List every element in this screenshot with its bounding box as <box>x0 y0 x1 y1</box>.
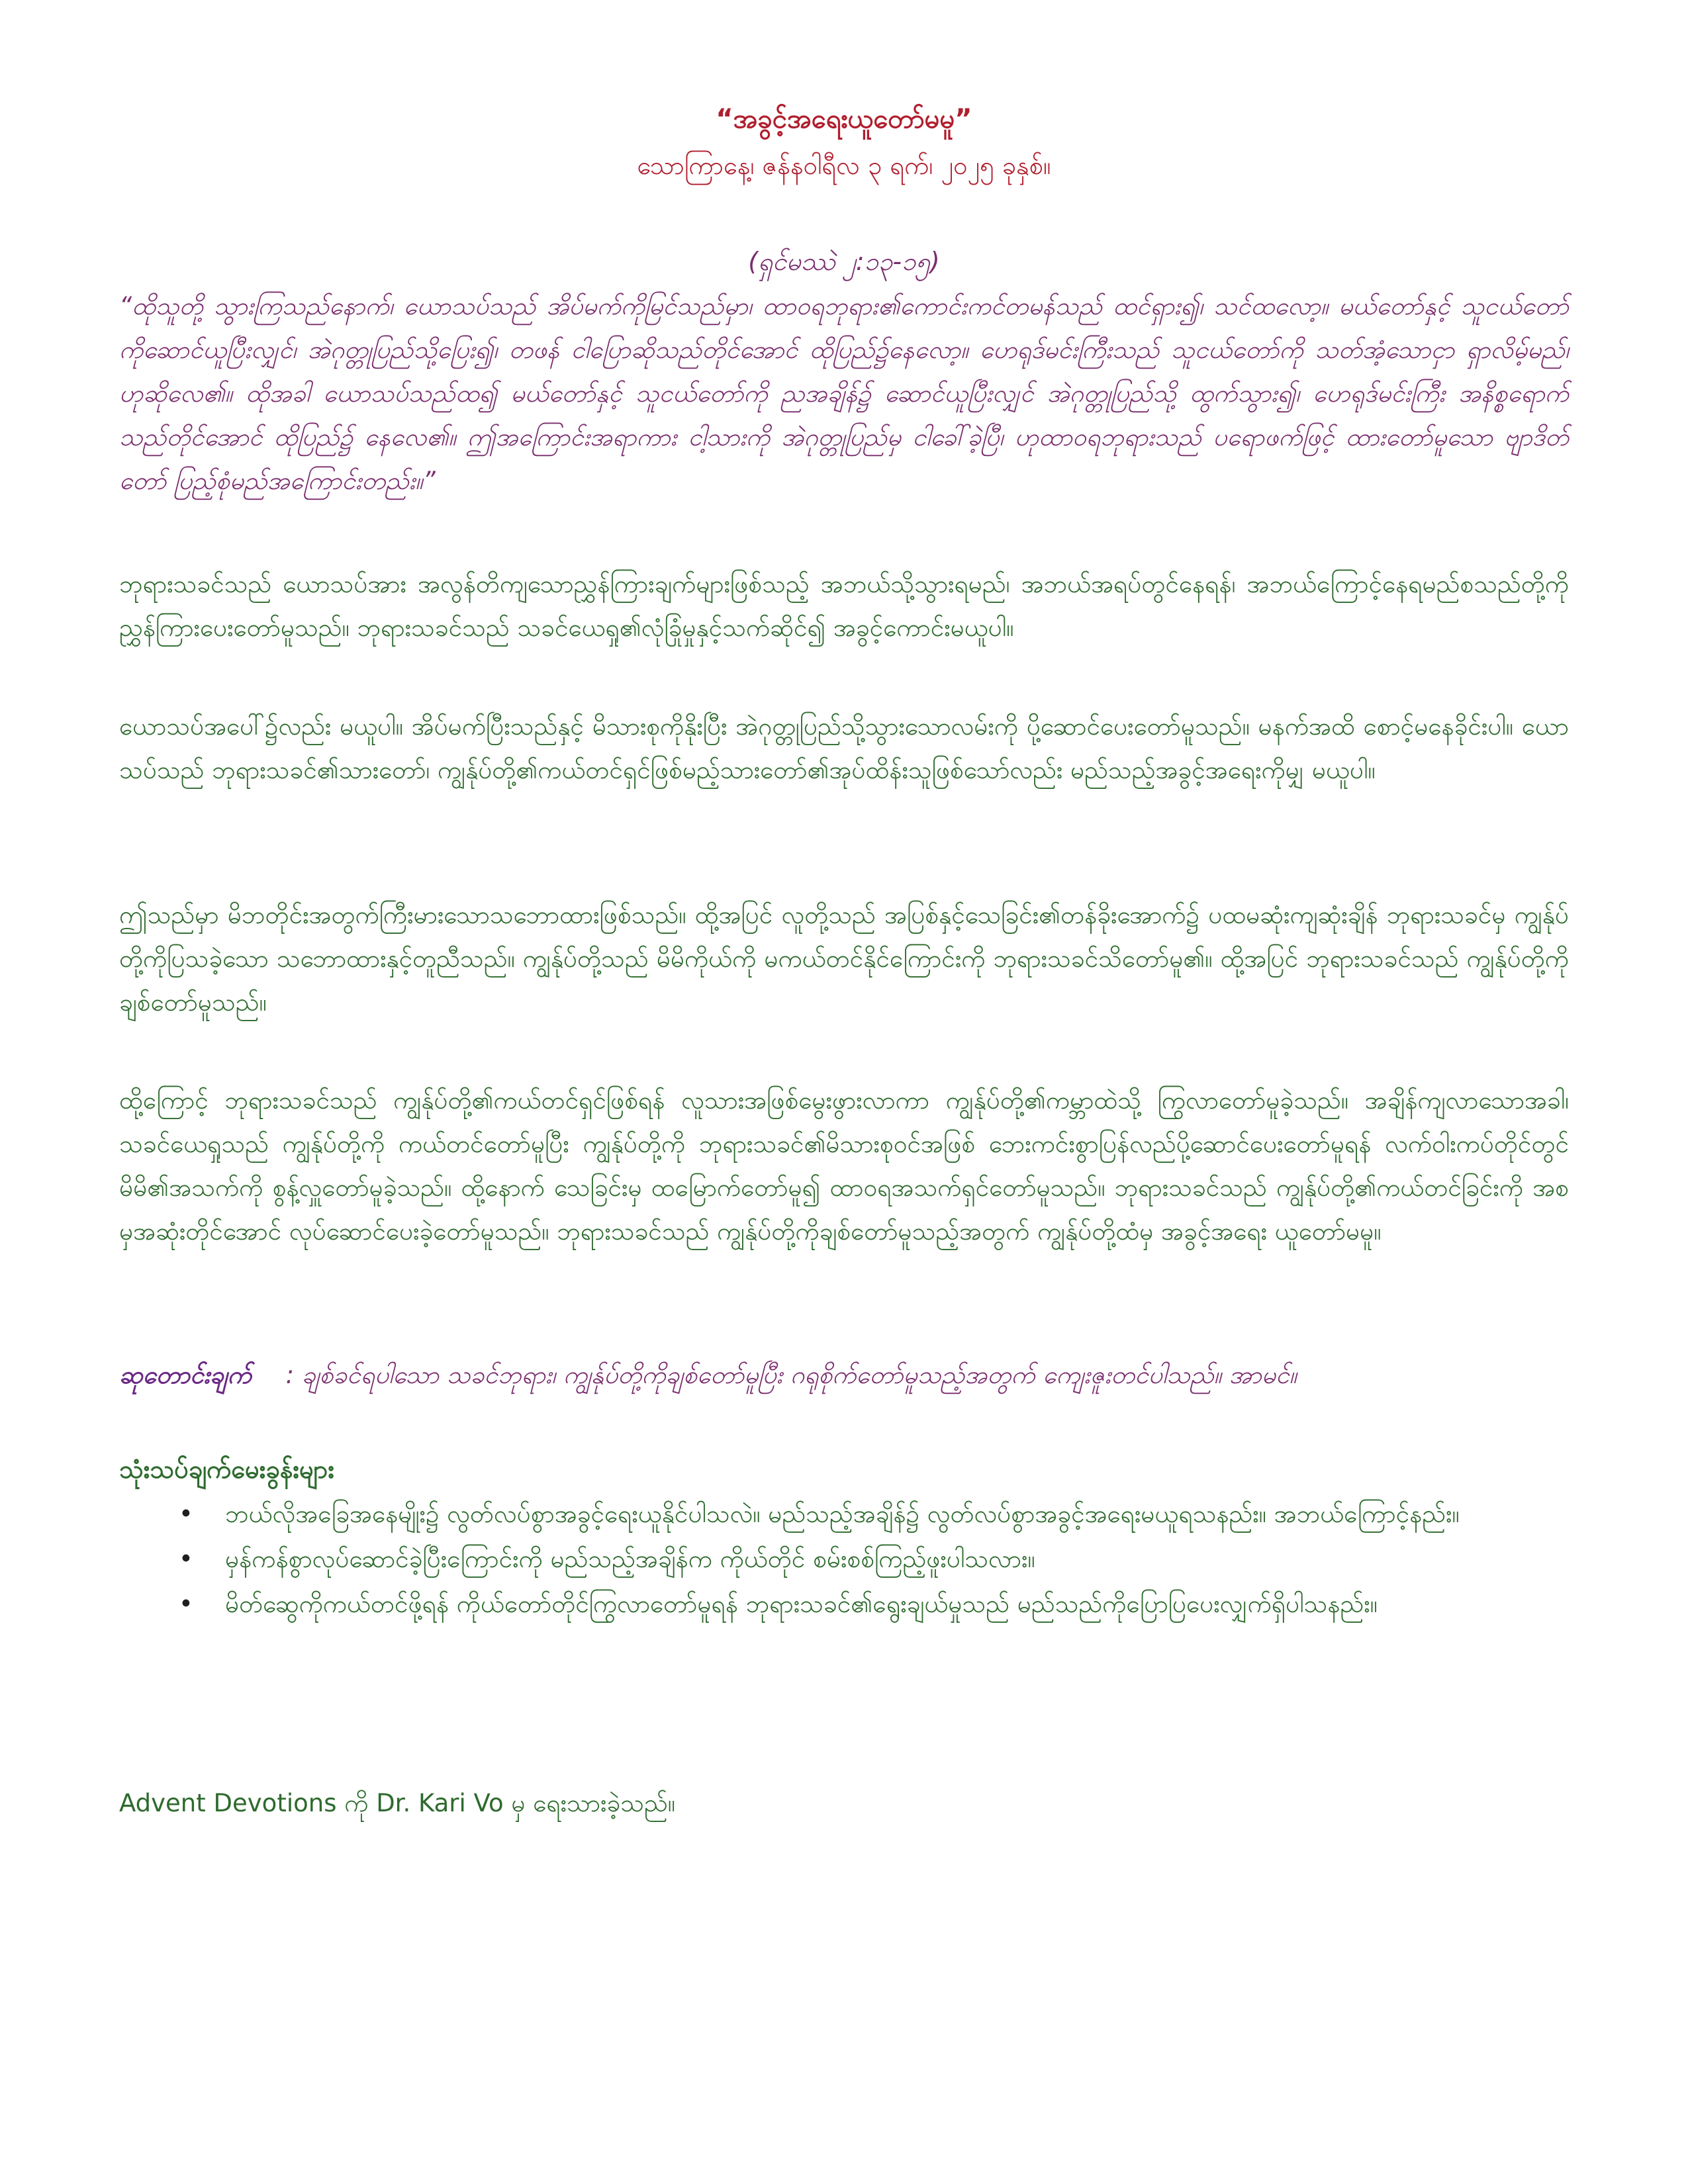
reflection-heading: သုံးသပ်ချက်မေးခွန်းများ <box>119 1455 335 1484</box>
scripture-text: “ထိုသူတို့ သွားကြသည်နောက်၊ ယောသပ်သည် အိပ်မက်ကိုမြင်သည်မှာ၊ ထာဝရဘုရား၏ကောင်းကင်တမန်သည် ထင်ရှား၍၊ သင်ထလော့။ မယ်တော်နှင့် သူငယ်တော်ကိုဆောင်ယူပြီးလျှင်၊ အဲဂုတ္တုပြည်သို့ပြေး၍၊ တဖန် ငါပြောဆိုသည်တိုင်အောင် ထိုပြည်၌နေလော့။ ဟေရုဒ်မင်းကြီးသည် သူငယ်တော်ကို သတ်အံ့သောငှာ ရှာလိမ့်မည်၊ ဟုဆိုလေ၏။ ထိုအခါ ယောသပ်သည်ထ၍ မယ်တော်နှင့် သူငယ်တော်ကို ညအချိန်၌ ဆောင်ယူပြီးလျှင် အဲဂုတ္တုပြည်သို့ ထွက်သွား၍၊ ဟေရုဒ်မင်းကြီး အနိစ္စရောက်သည်တိုင်အောင် ထိုပြည်၌ နေလေ၏။ ဤအကြောင်းအရာကား ငါ့သားကို အဲဂုတ္တုပြည်မှ ငါခေါ်ခဲ့ပြီ၊ ဟုထာဝရဘုရားသည် ပရောဖက်ဖြင့် ထားတော်မူသော ဗျာဒိတ်တော် ပြည့်စုံမည်အကြောင်းတည်း။” <box>119 292 1569 495</box>
list-item <box>172 1537 1569 1581</box>
reflection-question-list <box>172 1492 1569 1627</box>
reflection-question-2: မှန်ကန်စွာလုပ်ဆောင်ခဲ့ပြီးကြောင်းကို မည်သည့်အချိန်က ကိုယ်တိုင် စမ်းစစ်ကြည့်ဖူးပါသလား။ <box>225 1545 1035 1573</box>
bullet-icon: • <box>179 1545 193 1573</box>
bullet-icon: • <box>179 1590 193 1618</box>
bullet-icon: • <box>179 1500 193 1528</box>
author-credit: Advent Devotions ကို Dr. Kari Vo မှ ရေးသားခဲ့သည်။ <box>119 1789 675 1817</box>
body-paragraph-3: ဤသည်မှာ မိဘတိုင်းအတွက်ကြီးမားသောသဘောထားဖြစ်သည်။ ထို့အပြင် လူတို့သည် အပြစ်နှင့်သေခြင်း၏တန်ခိုးအောက်၌ ပထမဆုံးကျဆုံးချိန် ဘုရားသခင်မှ ကျွန်ုပ်တို့ကိုပြသခဲ့သော သဘောထားနှင့်တူညီသည်။ ကျွန်ုပ်တို့သည် မိမိကိုယ်ကို မကယ်တင်နိုင်ကြောင်းကို ဘုရားသခင်သိတော်မူ၏။ ထို့အပြင် ဘုရားသခင်သည် ကျွန်ုပ်တို့ကို ချစ်တော်မူသည်။ <box>119 901 1569 1017</box>
prayer-section <box>119 1353 1569 1397</box>
reflection-question-1: ဘယ်လိုအခြေအနေမျိုး၌ လွတ်လပ်စွာအခွင့်ရေးယူနိုင်ပါသလဲ။ မည်သည့်အချိန်၌ လွတ်လပ်စွာအခွင့်အရေးမယူရသနည်း။ အဘယ်ကြောင့်နည်း။ <box>225 1500 1460 1528</box>
prayer-text: : ချစ်ခင်ရပါသော သခင်ဘုရား၊ ကျွန်ုပ်တို့ကိုချစ်တော်မူပြီး ဂရုစိုက်တော်မူသည့်အတွက် ကျေးဇူးတင်ပါသည်။ အာမင်။ <box>285 1361 1297 1389</box>
date-line: သောကြာနေ့၊ ဇန်နဝါရီလ ၃ ရက်၊ ၂၀၂၅ ခုနှစ်။ <box>637 151 1051 180</box>
list-item <box>172 1582 1569 1626</box>
body-paragraph-2: ယောသပ်အပေါ်၌လည်း မယူပါ။ အိပ်မက်ပြီးသည်နှင့် မိသားစုကိုနိုးပြီး အဲဂုတ္တုပြည်သို့သွားသောလမ်းကို ပို့ဆောင်ပေးတော်မူသည်။ မနက်အထိ စောင့်မနေခိုင်းပါ။ ယောသပ်သည် ဘုရားသခင်၏သားတော်၊ ကျွန်ုပ်တို့၏ကယ်တင်ရှင်ဖြစ်မည့်သားတော်၏အုပ်ထိန်းသူဖြစ်သော်လည်း မည်သည့်အခွင့်အရေးကိုမျှ မယူပါ။ <box>119 712 1569 784</box>
scripture-reference: (ရှင်မဿဲ ၂:၁၃-၁၅) <box>748 247 940 276</box>
body-paragraph-4: ထို့ကြောင့် ဘုရားသခင်သည် ကျွန်ုပ်တို့၏ကယ်တင်ရှင်ဖြစ်ရန် လူသားအဖြစ်မွေးဖွားလာကာ ကျွန်ုပ်တို့၏ကမ္ဘာထဲသို့ ကြွလာတော်မူခဲ့သည်။ အချိန်ကျလာသောအခါ၊ သခင်ယေရှုသည် ကျွန်ုပ်တို့ကို ကယ်တင်တော်မူပြီး ကျွန်ုပ်တို့ကို ဘုရားသခင်၏မိသားစုဝင်အဖြစ် ဘေးကင်းစွာပြန်လည်ပို့ဆောင်ပေးတော်မူရန် လက်ဝါးကပ်တိုင်တွင် မိမိ၏အသက်ကို စွန့်လှူတော်မူခဲ့သည်။ ထို့နောက် သေခြင်းမှ ထမြောက်တော်မူ၍ ထာဝရအသက်ရှင်တော်မူသည်။ ဘုရားသခင်သည် ကျွန်ုပ်တို့၏ကယ်တင်ခြင်းကို အစမှအဆုံးတိုင်အောင် လုပ်ဆောင်ပေးခဲ့တော်မူသည်။ ဘုရားသခင်သည် ကျွန်ုပ်တို့ကိုချစ်တော်မူသည့်အတွက် ကျွန်ုပ်တို့ထံမှ အခွင့်အရေး ယူတော်မမူ။ <box>119 1086 1569 1246</box>
page-title: “အခွင့်အရေးယူတော်မမူ” <box>716 104 972 134</box>
reflection-question-3: မိတ်ဆွေကိုကယ်တင်ဖို့ရန် ကိုယ်တော်တိုင်ကြွလာတော်မူရန် ဘုရားသခင်၏ရွေးချယ်မှုသည် မည်သည်ကိုပြောပြပေးလျှက်ရှိပါသနည်း။ <box>225 1590 1378 1618</box>
list-item <box>172 1492 1569 1536</box>
prayer-label: ဆုတောင်းချက် <box>119 1361 252 1389</box>
body-paragraph-1: ဘုရားသခင်သည် ယောသပ်အား အလွန်တိကျသောညွှန်ကြားချက်များဖြစ်သည့် အဘယ်သို့သွားရမည်၊ အဘယ်အရပ်တွင်နေရန်၊ အဘယ်ကြောင့်နေရမည်စသည်တို့ကို ညွှန်ကြားပေးတော်မူသည်။ ဘုရားသခင်သည် သခင်ယေရှု၏လုံခြုံမှုနှင့်သက်ဆိုင်၍ အခွင့်ကောင်းမယူပါ။ <box>119 570 1569 642</box>
